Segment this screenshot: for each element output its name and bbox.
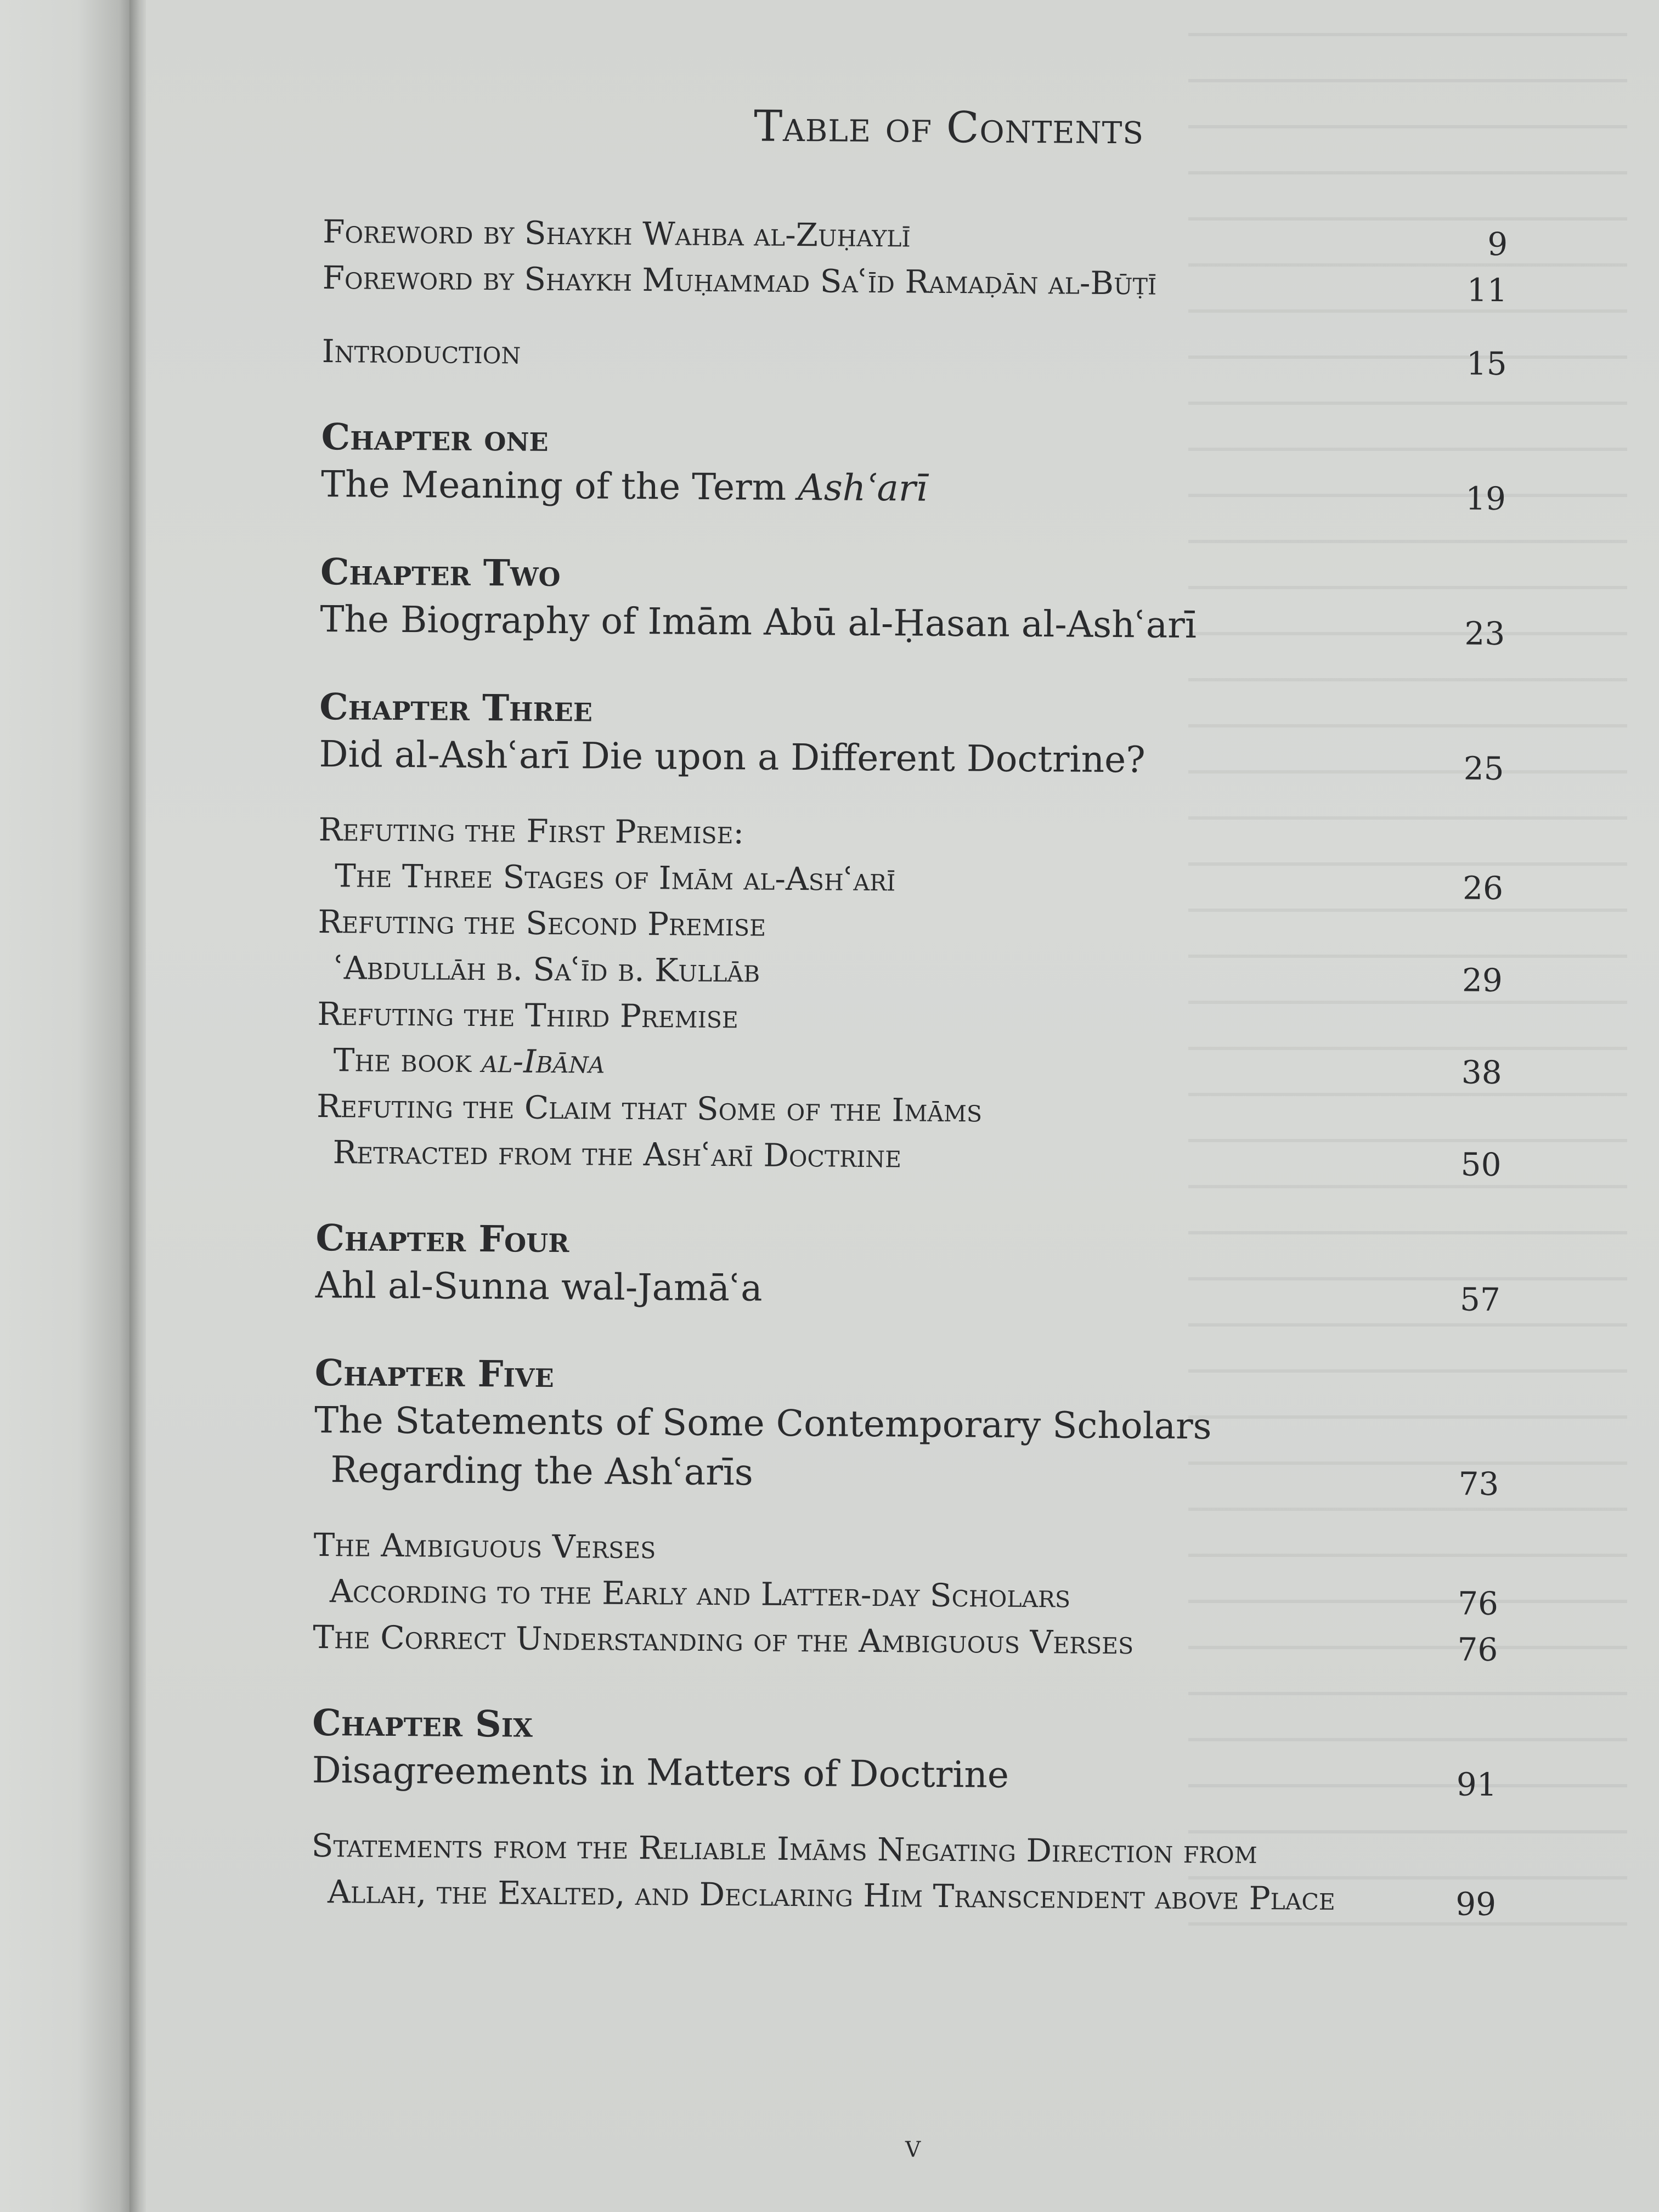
section-entry xyxy=(317,991,1502,1091)
section-entry xyxy=(318,899,1503,999)
section-line-2-row xyxy=(317,1037,1502,1091)
book-gutter xyxy=(129,0,146,2212)
chapter-3 xyxy=(316,684,1504,1183)
section-entry xyxy=(311,1822,1497,1923)
chapter-title-row xyxy=(320,595,1505,652)
page-number: 76 xyxy=(1457,1584,1499,1623)
chapter-5-sections xyxy=(313,1522,1499,1668)
chapter-label: Chapter Two xyxy=(320,550,561,595)
chapter-title-line-1: The Statements of Some Contemporary Scholars xyxy=(314,1398,1212,1448)
chapter-4 xyxy=(315,1215,1501,1318)
page-number: 29 xyxy=(1462,961,1503,1000)
chapter-title-row xyxy=(319,730,1504,787)
chapter-title-row xyxy=(312,1746,1497,1803)
chapter-title: Ahl al-Sunna wal-Jamāʿa xyxy=(315,1263,763,1310)
entry-label: Foreword by Shaykh Muḥammad Saʿīd Ramaḍān al-Būṭī xyxy=(322,258,1157,302)
chapter-title-row xyxy=(315,1261,1501,1318)
page-number: 23 xyxy=(1464,614,1505,653)
section-line-2: Retracted from the Ashʿarī Doctrine xyxy=(332,1133,902,1175)
section-line-2-row xyxy=(313,1568,1499,1622)
chapter-label: Chapter one xyxy=(321,415,549,460)
page-number: 15 xyxy=(1466,345,1507,383)
section-line-2 xyxy=(317,1037,605,1085)
chapter-title-row xyxy=(314,1445,1499,1503)
page-number: 38 xyxy=(1461,1053,1502,1092)
chapter-label: Chapter Three xyxy=(319,685,593,730)
toc-content xyxy=(311,99,1509,1923)
toc-entry-foreword-1 xyxy=(323,208,1508,263)
page-number: 91 xyxy=(1456,1765,1497,1804)
section-entry xyxy=(313,1614,1498,1668)
page-number: 57 xyxy=(1459,1280,1501,1319)
page-title: Table of Contents xyxy=(753,101,1144,154)
section-line-1: Statements from the Reliable Imāms Negating Direction from xyxy=(311,1826,1257,1871)
section-text-italic: al-Ibāna xyxy=(481,1042,605,1081)
section-line-2-row xyxy=(318,945,1503,999)
chapter-2 xyxy=(320,549,1505,652)
section-line-2-row xyxy=(318,853,1504,907)
page-number: 25 xyxy=(1463,749,1504,788)
section-line-1: Refuting the Claim that Some of the Imāms xyxy=(316,1087,983,1130)
section-entry xyxy=(316,1083,1502,1183)
chapter-title-text: The Meaning of the Term xyxy=(320,462,798,509)
page-folio: v xyxy=(905,2129,921,2164)
section-entry xyxy=(318,806,1504,907)
section-line-2: According to the Early and Latter-day Scholars xyxy=(329,1572,1071,1615)
chapter-1 xyxy=(321,414,1506,517)
chapter-label: Chapter Five xyxy=(314,1351,554,1396)
section-line-1: The Ambiguous Verses xyxy=(313,1526,656,1566)
chapter-3-sections xyxy=(316,806,1504,1183)
chapter-label: Chapter Four xyxy=(315,1216,569,1261)
facing-page xyxy=(0,0,129,2212)
chapter-title: Disagreements in Matters of Doctrine xyxy=(312,1748,1009,1796)
chapter-label: Chapter Six xyxy=(312,1701,533,1746)
section-line-2-row xyxy=(316,1129,1502,1183)
page-number: 9 xyxy=(1487,225,1508,263)
page-number: 11 xyxy=(1466,271,1508,309)
section-line-2: ʿAbdullāh b. Saʿīd b. Kullāb xyxy=(334,949,760,990)
section-line-1: Refuting the First Premise: xyxy=(318,810,744,851)
section-line-1: Refuting the Third Premise xyxy=(317,995,739,1036)
page-number: 50 xyxy=(1460,1146,1502,1184)
toc-entry-introduction xyxy=(321,328,1507,382)
section-line-1: Refuting the Second Premise xyxy=(318,902,766,944)
chapter-title-line-2: Regarding the Ashʿarīs xyxy=(330,1448,754,1494)
section-line-2-row xyxy=(311,1869,1497,1923)
section-text: The book xyxy=(333,1041,482,1080)
chapter-title-row xyxy=(321,460,1506,517)
section-line-1: The Correct Understanding of the Ambiguous Verses xyxy=(313,1618,1134,1662)
chapter-5 xyxy=(313,1350,1500,1668)
toc-entry-foreword-2 xyxy=(322,255,1508,309)
page-number: 19 xyxy=(1465,479,1506,518)
chapter-title xyxy=(321,460,928,514)
chapter-title: Did al-Ashʿarī Die upon a Different Doctrine? xyxy=(319,732,1146,781)
page-number: 73 xyxy=(1458,1465,1499,1503)
page-number: 99 xyxy=(1455,1885,1497,1923)
chapter-title: The Biography of Imām Abū al-Ḥasan al-Ashʿarī xyxy=(320,597,1197,647)
chapter-title-italic: Ashʿarī xyxy=(797,466,928,510)
chapter-6-sections xyxy=(311,1822,1497,1923)
page-number: 26 xyxy=(1462,869,1504,907)
entry-label: Foreword by Shaykh Wahba al-Zuḥaylī xyxy=(323,212,911,255)
section-entry xyxy=(313,1522,1499,1622)
section-line-2: Allah, the Exalted, and Declaring Him Transcendent above Place xyxy=(327,1873,1336,1917)
entry-label: Introduction xyxy=(321,332,521,371)
page-number: 76 xyxy=(1457,1630,1498,1669)
chapter-6 xyxy=(311,1700,1498,1923)
section-line-2: The Three Stages of Imām al-Ashʿarī xyxy=(334,857,896,899)
